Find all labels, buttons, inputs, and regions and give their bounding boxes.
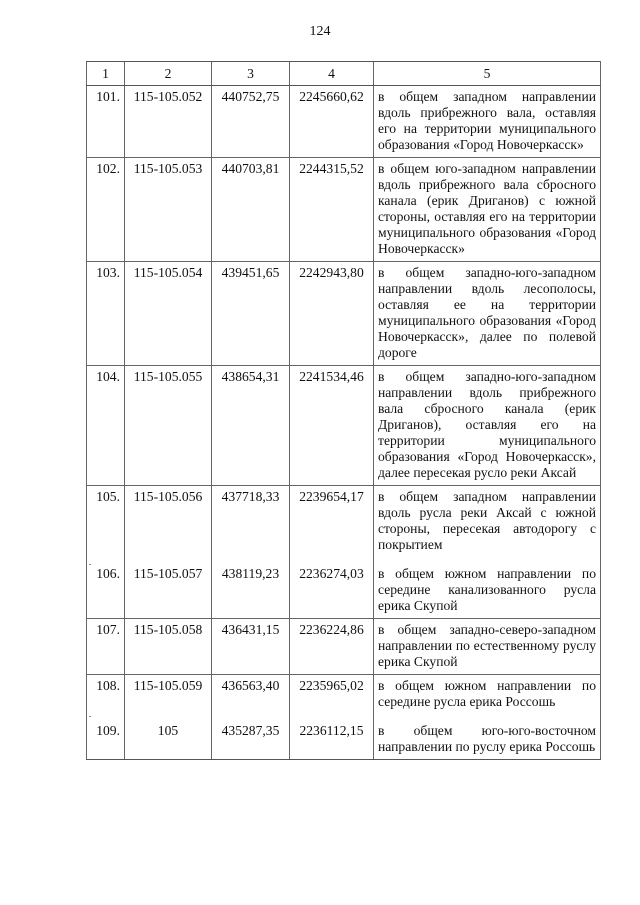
boundary-description: в общем юго-юго-восточном направлении по руслу ерика Россошь bbox=[374, 714, 601, 760]
coordinate-y: 2236224,86 bbox=[290, 619, 374, 675]
coordinate-x: 438119,23 bbox=[212, 557, 290, 619]
boundary-description: в общем западном направлении вдоль прибрежного вала, оставляя его на территории муниципального образования «Город Новочеркасск» bbox=[374, 86, 601, 158]
point-code: 115-105.057 bbox=[125, 557, 212, 619]
point-code: 115-105.053 bbox=[125, 158, 212, 262]
coordinate-y: 2241534,46 bbox=[290, 366, 374, 486]
coordinate-x: 438654,31 bbox=[212, 366, 290, 486]
coordinate-x: 437718,33 bbox=[212, 486, 290, 558]
coordinate-x: 439451,65 bbox=[212, 262, 290, 366]
point-code: 115-105.059 bbox=[125, 675, 212, 715]
coordinate-y: 2235965,02 bbox=[290, 675, 374, 715]
header-col-5: 5 bbox=[374, 62, 601, 86]
coordinate-x: 436431,15 bbox=[212, 619, 290, 675]
boundary-description: в общем западно-юго-западном направлении вдоль лесополосы, оставляя ее на территории муниципального образования «Город Новочеркасск», далее по полевой дороге bbox=[374, 262, 601, 366]
coordinate-y: 2239654,17 bbox=[290, 486, 374, 558]
coordinate-y: 2236274,03 bbox=[290, 557, 374, 619]
boundary-description: в общем западно-северо-западном направлении по естественному руслу ерика Скупой bbox=[374, 619, 601, 675]
boundary-points-table bbox=[86, 61, 601, 760]
point-code: 115-105.058 bbox=[125, 619, 212, 675]
row-number: 105. bbox=[87, 486, 125, 558]
header-col-4: 4 bbox=[290, 62, 374, 86]
boundary-description: в общем южном направлении по середине канализованного русла ерика Скупой bbox=[374, 557, 601, 619]
header-col-1: 1 bbox=[87, 62, 125, 86]
row-number: 101. bbox=[87, 86, 125, 158]
page-number: 124 bbox=[309, 24, 331, 39]
table-row bbox=[87, 619, 601, 675]
header-col-3: 3 bbox=[212, 62, 290, 86]
coordinate-x: 436563,40 bbox=[212, 675, 290, 715]
header-row bbox=[87, 62, 601, 86]
point-code: 105 bbox=[125, 714, 212, 760]
coordinate-y: 2236112,15 bbox=[290, 714, 374, 760]
point-code: 115-105.052 bbox=[125, 86, 212, 158]
row-number: 109. bbox=[87, 714, 125, 760]
boundary-description: в общем западно-юго-западном направлении вдоль прибрежного вала сбросного канала (ерик Дриганов), оставляя его на территории муниципального образования «Город Новочеркасск», далее пересекая русло реки Аксай bbox=[374, 366, 601, 486]
row-number: 103. bbox=[87, 262, 125, 366]
table-row bbox=[87, 486, 601, 558]
boundary-description: в общем южном направлении по середине русла ерика Россошь bbox=[374, 675, 601, 715]
table-row bbox=[87, 714, 601, 760]
header-col-2: 2 bbox=[125, 62, 212, 86]
boundary-description: в общем западном направлении вдоль русла реки Аксай с южной стороны, пересекая автодорогу с покрытием bbox=[374, 486, 601, 558]
table-row bbox=[87, 557, 601, 619]
scan-mark bbox=[89, 564, 91, 565]
table-row bbox=[87, 262, 601, 366]
scan-mark bbox=[89, 716, 91, 717]
point-code: 115-105.056 bbox=[125, 486, 212, 558]
coordinate-x: 440703,81 bbox=[212, 158, 290, 262]
coordinate-y: 2245660,62 bbox=[290, 86, 374, 158]
table-row bbox=[87, 675, 601, 715]
coordinate-y: 2244315,52 bbox=[290, 158, 374, 262]
row-number: 108. bbox=[87, 675, 125, 715]
table-row bbox=[87, 158, 601, 262]
table-row bbox=[87, 86, 601, 158]
table-row bbox=[87, 366, 601, 486]
row-number: 104. bbox=[87, 366, 125, 486]
coordinate-x: 435287,35 bbox=[212, 714, 290, 760]
row-number: 106. bbox=[87, 557, 125, 619]
point-code: 115-105.054 bbox=[125, 262, 212, 366]
point-code: 115-105.055 bbox=[125, 366, 212, 486]
coordinate-y: 2242943,80 bbox=[290, 262, 374, 366]
row-number: 107. bbox=[87, 619, 125, 675]
boundary-description: в общем юго-западном направлении вдоль прибрежного вала сбросного канала (ерик Дриганов) с южной стороны, оставляя его на территории муниципального образования «Город Новочеркасск» bbox=[374, 158, 601, 262]
row-number: 102. bbox=[87, 158, 125, 262]
coordinate-x: 440752,75 bbox=[212, 86, 290, 158]
